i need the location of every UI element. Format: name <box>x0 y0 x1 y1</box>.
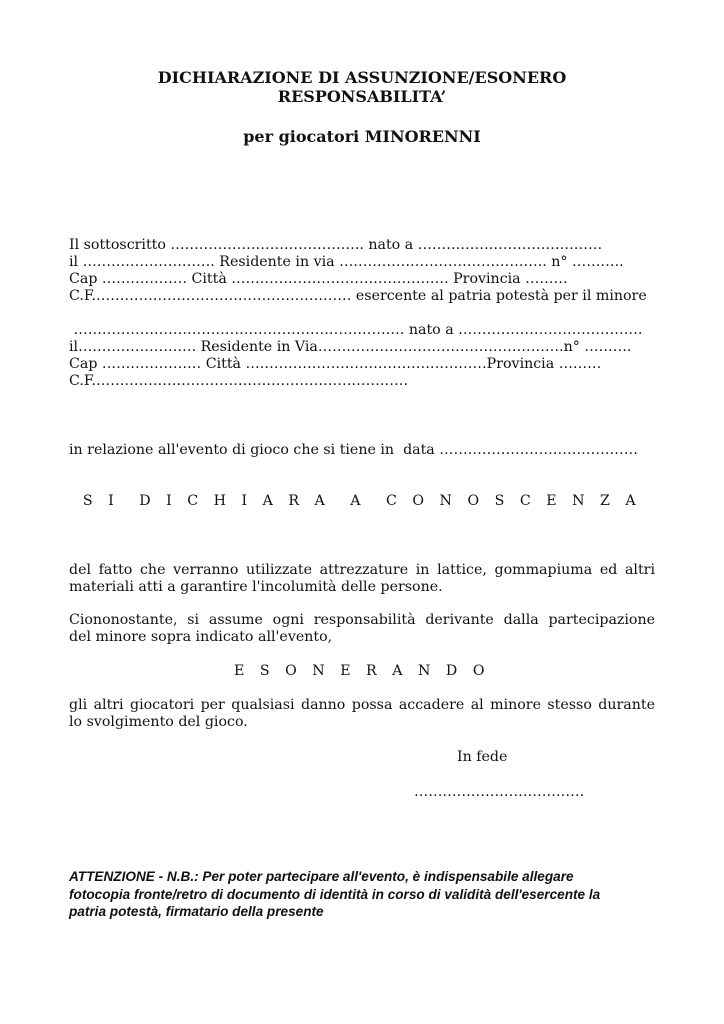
paragraph-responsibility <box>69 612 655 646</box>
minor-name-line: ……………………………………………………………. nato a ………………………………… <box>69 322 643 338</box>
minor-city-line: Cap ………………… Città ……………………………………………Provincia ……… <box>69 356 602 372</box>
signature-line: ……………………………… <box>414 784 585 800</box>
document-title-line-2: RESPONSABILITA’ <box>277 87 447 106</box>
closing-in-fede: In fede <box>457 749 508 765</box>
paragraph-equipment <box>69 562 655 596</box>
minor-tax-code-line: C.F.………………………………………………………… <box>69 373 409 389</box>
paragraph-exemption <box>69 697 655 731</box>
attention-notice-line-2: fotocopia fronte/retro di documento di identità in corso di validità dell'esercente la <box>69 886 601 902</box>
exempting-heading: E S O N E R A N D O <box>234 663 490 679</box>
signer-residence-line: il ………………………. Residente in via …………………………………….. n° ……….. <box>69 254 624 270</box>
document-title <box>0 68 724 106</box>
paragraph-responsibility-line-1: Ciononostante, si assume ogni responsabilità derivante dalla partecipazione <box>69 612 655 628</box>
event-date-line: in relazione all'evento di gioco che si tiene in data …………………………………… <box>69 442 638 458</box>
minor-residence-line: il……………………. Residente in Via…………………………………………….n° ………. <box>69 339 632 355</box>
paragraph-exemption-line-1: gli altri giocatori per qualsiasi danno possa accadere al minore stesso durante <box>69 697 655 713</box>
signer-city-line: Cap ……………… Città ………………………………………. Provincia ……… <box>69 271 568 287</box>
paragraph-exemption-line-2: lo svolgimento del gioco. <box>69 714 248 730</box>
attention-notice-line-3: patria potestà, firmatario della presente <box>69 904 324 919</box>
paragraph-responsibility-line-2: del minore sopra indicato all'evento, <box>69 629 333 645</box>
attention-notice <box>69 868 669 921</box>
signer-name-line: Il sottoscritto ………………………………….. nato a ………………………………… <box>69 237 603 253</box>
document-subtitle: per giocatori MINORENNI <box>243 127 481 146</box>
signer-tax-code-line: C.F.……………………………………………… esercente al patria potestà per il minore <box>69 288 647 304</box>
attention-notice-line-1: ATTENZIONE - N.B.: Per poter partecipare all'evento, è indispensabile allegare <box>69 869 574 884</box>
paragraph-equipment-line-1: del fatto che verranno utilizzate attrezzature in lattice, gommapiuma ed altri <box>69 562 655 578</box>
document-title-line-1: DICHIARAZIONE DI ASSUNZIONE/ESONERO <box>157 68 567 87</box>
paragraph-equipment-line-2: materiali atti a garantire l'incolumità delle persone. <box>69 579 443 595</box>
declaration-heading: S I D I C H I A R A A C O N O S C E N Z A <box>82 493 642 509</box>
